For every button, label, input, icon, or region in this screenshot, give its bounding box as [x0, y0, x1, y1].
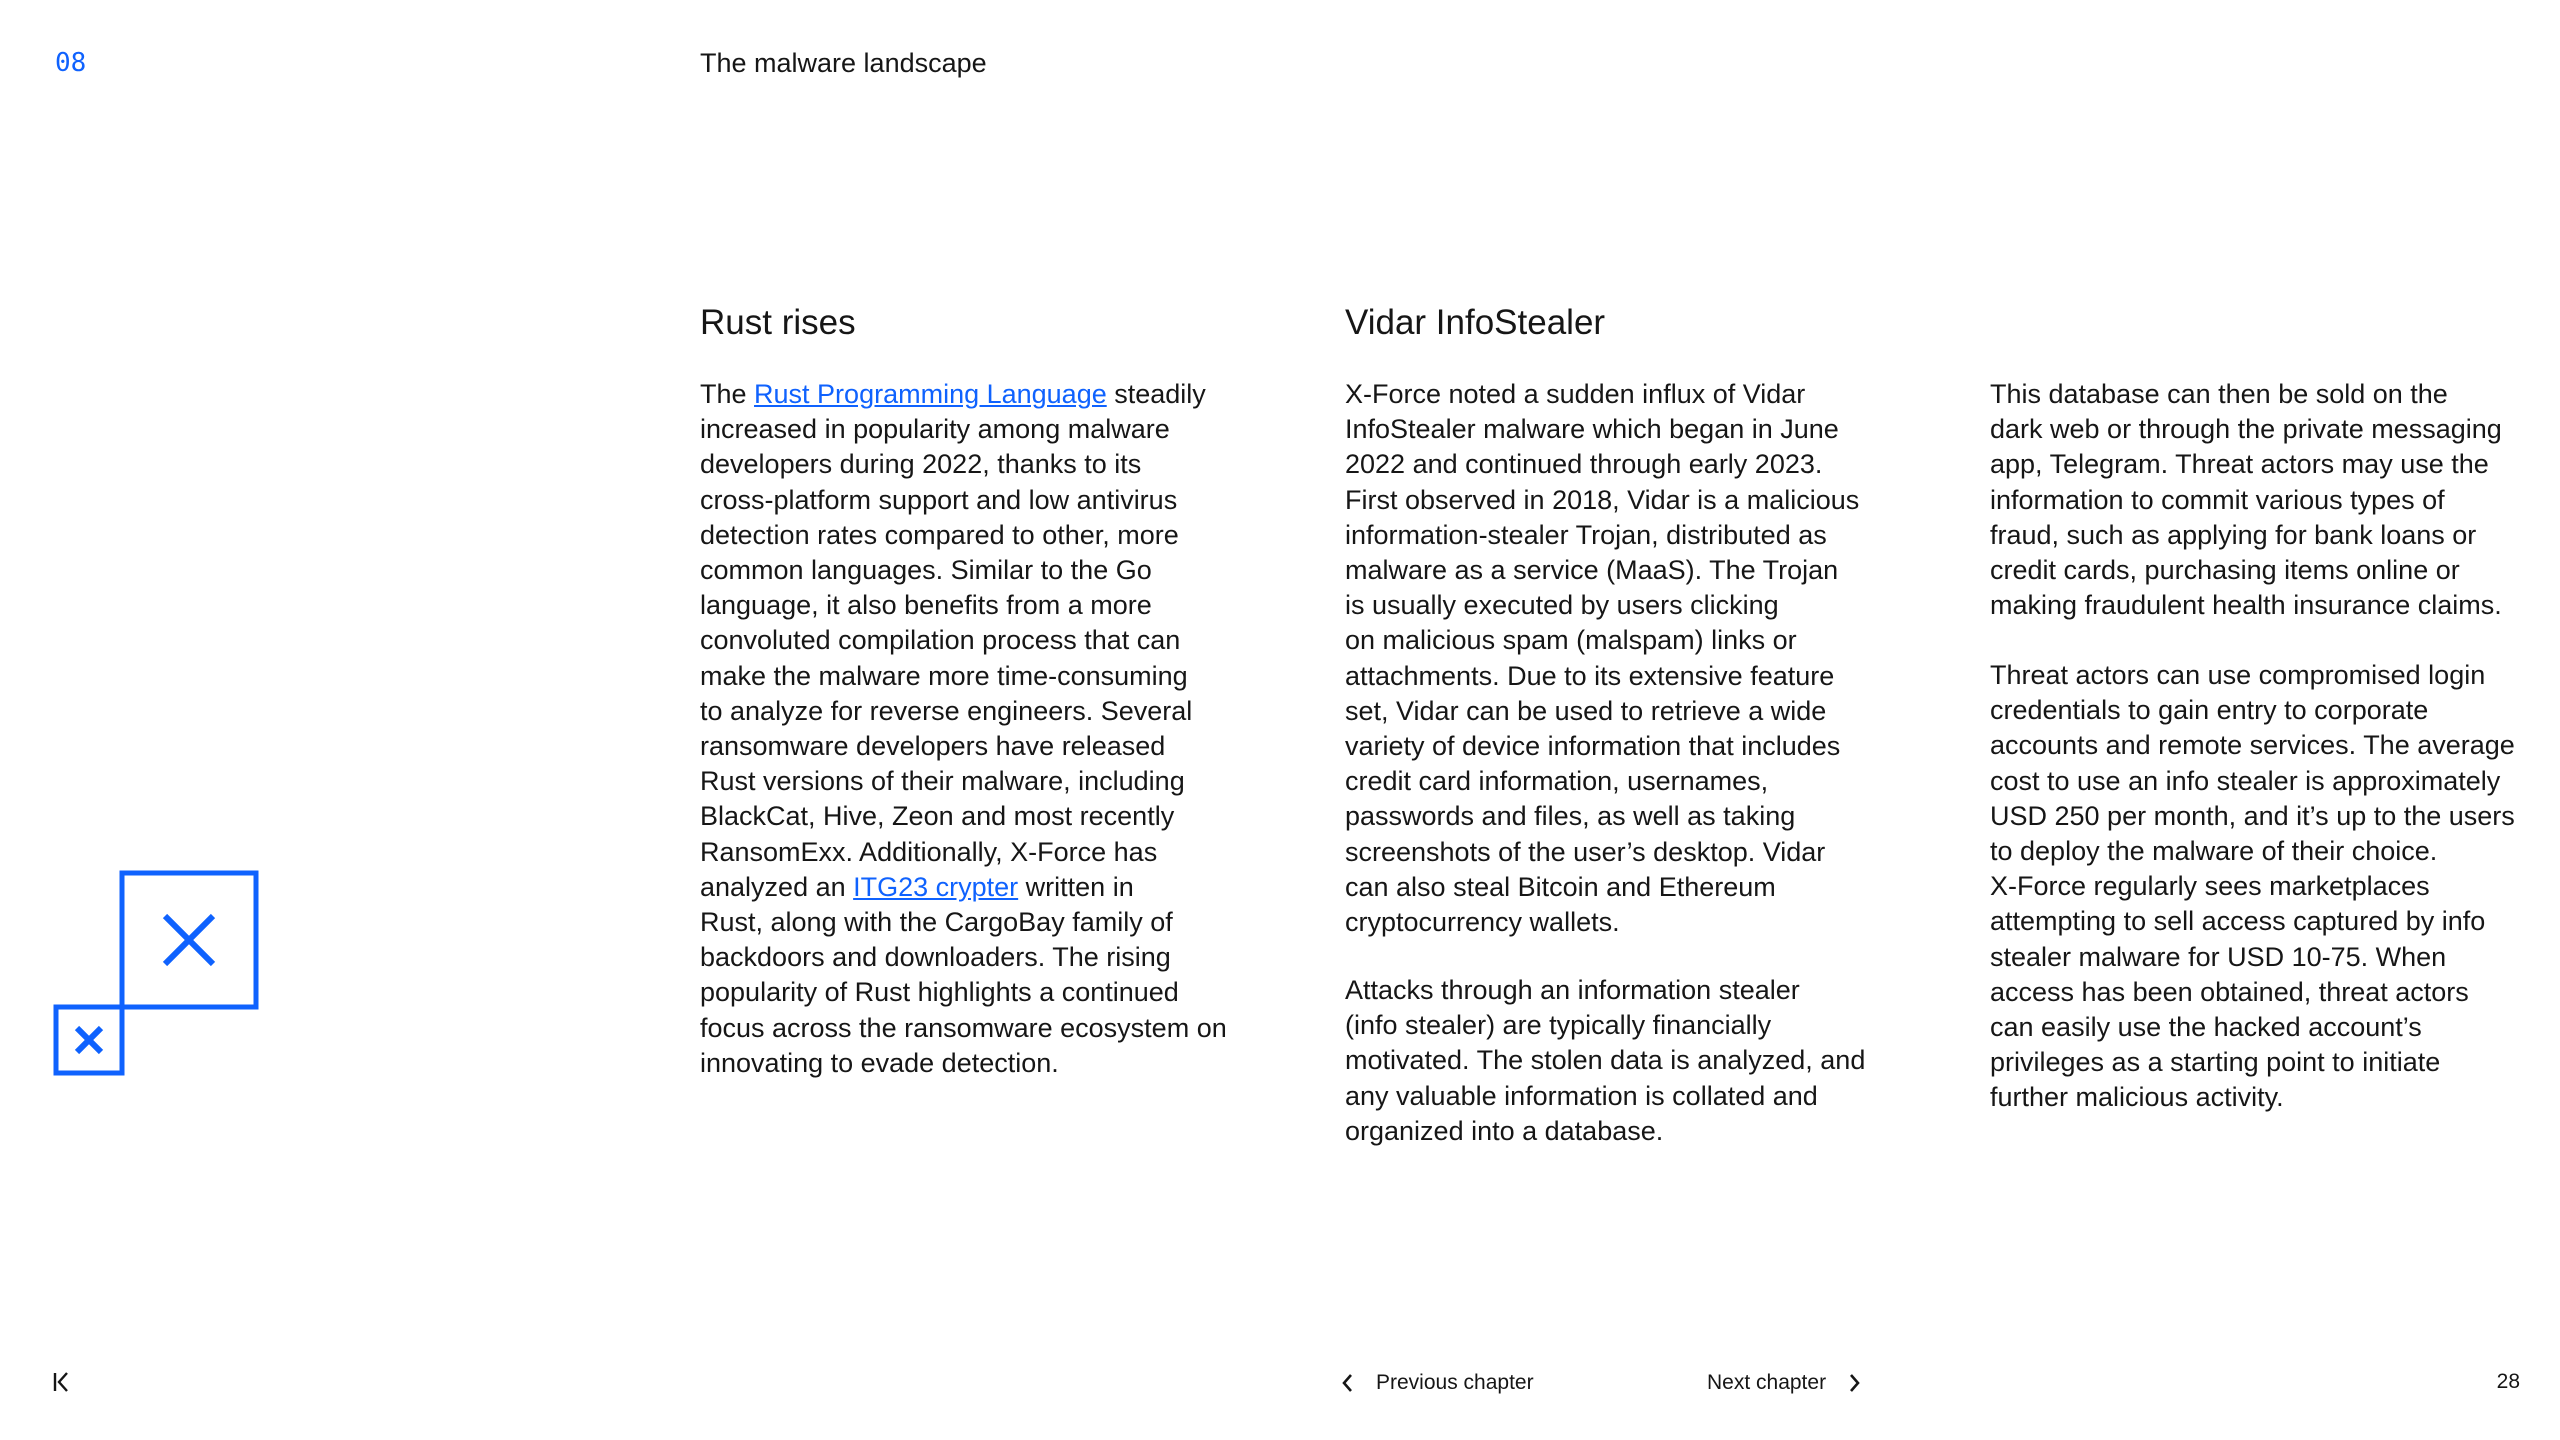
text-line: popularity of Rust highlights a continued	[700, 977, 1179, 1008]
first-page-icon[interactable]	[50, 1370, 74, 1394]
paragraph-vidar-1	[1345, 377, 1859, 940]
chevron-left-icon	[1340, 1372, 1354, 1394]
chapter-number: 08	[55, 48, 87, 78]
text-line: USD 250 per month, and it’s up to the users	[1990, 800, 2515, 831]
text-line: cost to use an info stealer is approximately	[1990, 765, 2501, 796]
text-line: developers during 2022, thanks to its	[700, 449, 1142, 480]
text-line: Rust versions of their malware, including	[700, 766, 1185, 797]
text-line: variety of device information that includes	[1345, 731, 1841, 762]
text-fragment: steadily	[1106, 379, 1206, 409]
text-line: (info stealer) are typically financially	[1345, 1010, 1772, 1041]
paragraph-vidar-2	[1345, 973, 1865, 1149]
text-line: First observed in 2018, Vidar is a malicious	[1345, 484, 1860, 515]
text-line: X-Force noted a sudden influx of Vidar	[1345, 379, 1806, 409]
chevron-right-icon	[1848, 1372, 1862, 1394]
text-line: cryptocurrency wallets.	[1345, 907, 1620, 938]
paragraph-database-1	[1990, 377, 2502, 623]
paragraph-rust	[700, 377, 1227, 1081]
text-line: 2022 and continued through early 2023.	[1345, 449, 1823, 480]
text-line: innovating to evade detection.	[700, 1047, 1059, 1078]
text-fragment: analyzed an	[700, 871, 854, 902]
text-line: set, Vidar can be used to retrieve a wide	[1345, 695, 1827, 726]
inline-link[interactable]: ITG23 crypter	[853, 871, 1019, 902]
previous-chapter-label: Previous chapter	[1376, 1371, 1534, 1394]
text-line: attachments. Due to its extensive feature	[1345, 660, 1835, 691]
text-line: BlackCat, Hive, Zeon and most recently	[700, 801, 1175, 832]
text-line: passwords and files, as well as taking	[1345, 801, 1796, 832]
text-line: common languages. Similar to the Go	[700, 555, 1152, 586]
inline-link[interactable]: Rust Programming Language	[754, 379, 1107, 409]
text-fragment: The	[700, 379, 755, 409]
text-line: credit cards, purchasing items online or	[1990, 555, 2460, 586]
text-line: can also steal Bitcoin and Ethereum	[1345, 871, 1776, 902]
paragraph-database-2	[1990, 658, 2515, 1116]
text-line: on malicious spam (malspam) links or	[1345, 625, 1797, 656]
text-line	[700, 377, 1227, 412]
text-line: Threat actors can use compromised login	[1990, 660, 2486, 690]
heading-rust-rises: Rust rises	[700, 303, 856, 342]
text-line: detection rates compared to other, more	[700, 519, 1179, 550]
text-line: focus across the ransomware ecosystem on	[700, 1012, 1227, 1043]
text-line: information to commit various types of	[1990, 484, 2445, 515]
text-line: dark web or through the private messaging	[1990, 414, 2502, 445]
page-number: 28	[2496, 1370, 2520, 1393]
text-line: cross-platform support and low antivirus	[700, 484, 1178, 515]
text-line	[700, 870, 1227, 905]
text-line: can easily use the hacked account’s	[1990, 1012, 2422, 1043]
text-line: InfoStealer malware which began in June	[1345, 414, 1839, 445]
text-line: convoluted compilation process that can	[700, 625, 1181, 656]
text-fragment: written in	[1018, 871, 1134, 902]
xforce-logo-icon	[52, 870, 262, 1080]
next-chapter-label: Next chapter	[1707, 1371, 1827, 1394]
previous-chapter-button[interactable]	[1340, 1368, 1534, 1398]
text-line: access has been obtained, threat actors	[1990, 976, 2469, 1007]
text-line: is usually executed by users clicking	[1345, 590, 1779, 621]
text-line: RansomExx. Additionally, X-Force has	[700, 836, 1158, 867]
text-line: information-stealer Trojan, distributed as	[1345, 519, 1827, 550]
text-line: fraud, such as applying for bank loans or	[1990, 519, 2477, 550]
text-line: This database can then be sold on the	[1990, 379, 2448, 409]
text-line: making fraudulent health insurance claims.	[1990, 590, 2502, 621]
text-line: motivated. The stolen data is analyzed, and	[1345, 1045, 1866, 1076]
text-line: app, Telegram. Threat actors may use the	[1990, 449, 2489, 480]
text-line: backdoors and downloaders. The rising	[700, 942, 1171, 973]
text-line: stealer malware for USD 10-75. When	[1990, 941, 2447, 972]
text-line: screenshots of the user’s desktop. Vidar	[1345, 836, 1826, 867]
text-line: ransomware developers have released	[700, 731, 1166, 762]
text-line: to deploy the malware of their choice.	[1990, 836, 2438, 867]
text-line: to analyze for reverse engineers. Several	[700, 695, 1193, 726]
chapter-title: The malware landscape	[700, 48, 987, 78]
text-line: credentials to gain entry to corporate	[1990, 695, 2429, 726]
text-line: increased in popularity among malware	[700, 414, 1170, 445]
text-line: attempting to sell access captured by info	[1990, 906, 2486, 937]
text-line: malware as a service (MaaS). The Trojan	[1345, 555, 1839, 586]
text-line: accounts and remote services. The average	[1990, 730, 2515, 761]
text-line: Rust, along with the CargoBay family of	[700, 907, 1173, 938]
text-line: X-Force regularly sees marketplaces	[1990, 871, 2430, 902]
text-line: language, it also benefits from a more	[700, 590, 1152, 621]
text-line: organized into a database.	[1345, 1115, 1664, 1146]
heading-vidar-infostealer: Vidar InfoStealer	[1345, 303, 1606, 342]
next-chapter-button[interactable]	[1707, 1368, 1862, 1398]
text-line: further malicious activity.	[1990, 1082, 2284, 1113]
text-line: make the malware more time-consuming	[700, 660, 1188, 691]
text-line: privileges as a starting point to initiate	[1990, 1047, 2441, 1078]
text-line: Attacks through an information stealer	[1345, 975, 1800, 1005]
text-line: credit card information, usernames,	[1345, 766, 1769, 797]
text-line: any valuable information is collated and	[1345, 1080, 1818, 1111]
